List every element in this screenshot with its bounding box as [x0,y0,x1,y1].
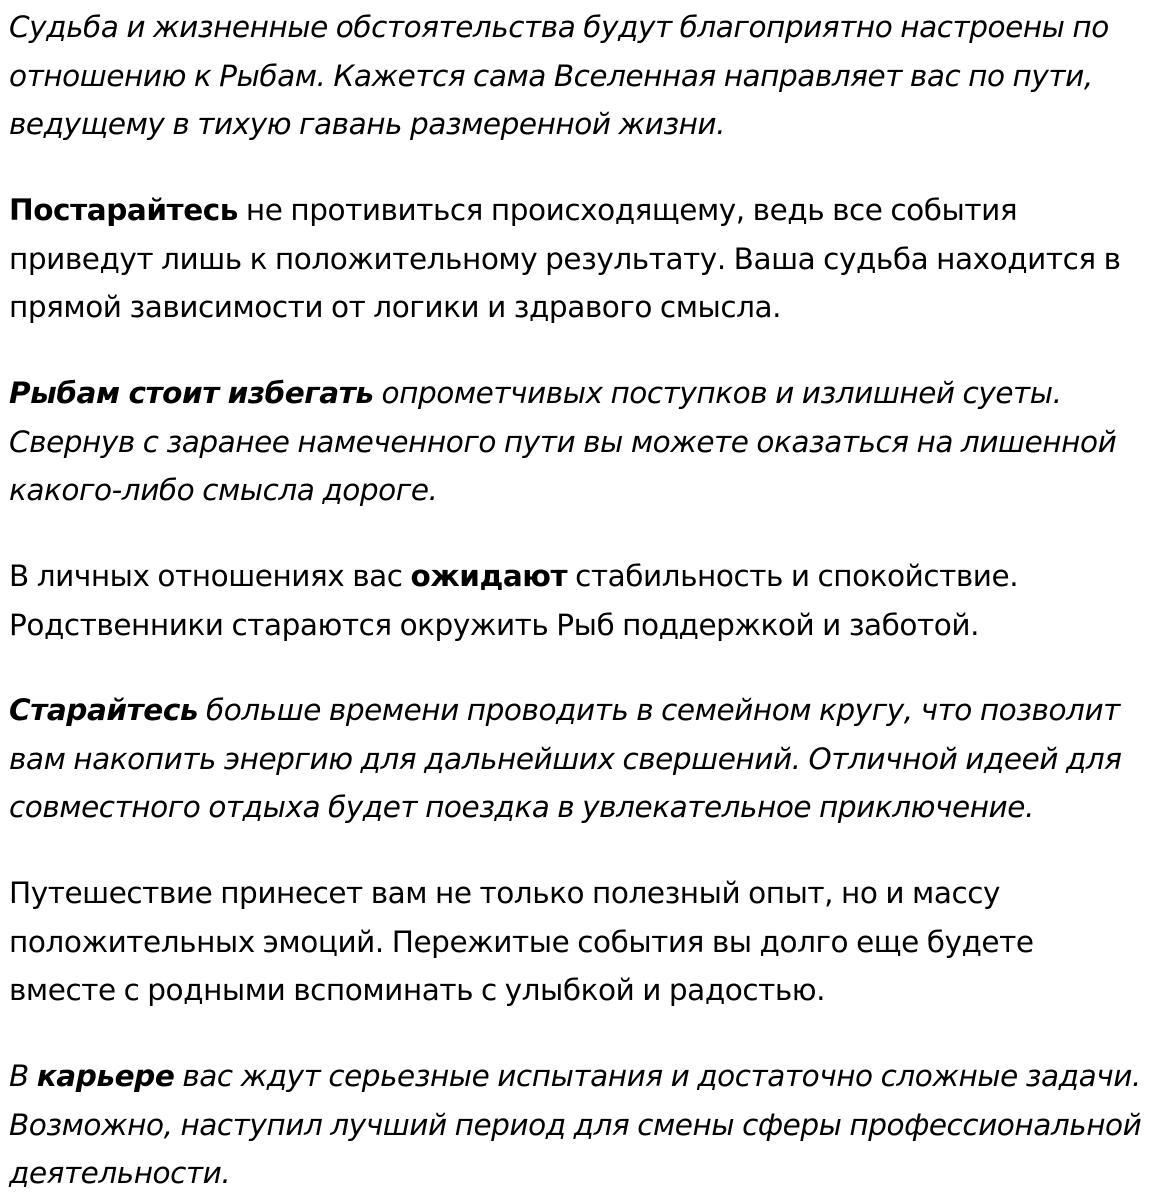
relationships-emphasis: ожидают [410,559,568,593]
relationships-text-end: стабильность и спокойствие. Родственники стараются окружить Рыб поддержкой и заботой. [9,559,1019,642]
paragraph-career [9,1052,1144,1198]
career-emphasis: карьере [36,1059,175,1093]
paragraph-relationships [9,552,1144,649]
warning-text: опрометчивых поступков и излишней суеты. Свернув с заранее намеченного пути вы можете оказаться на лишенной какого-либо смысла дороге. [9,376,1117,507]
career-text-end: вас ждут серьезные испытания и достаточно сложные задачи. Возможно, наступил лучший период для смены сферы профессиональной деятельности. [9,1059,1142,1190]
paragraph-travel [9,869,1144,1015]
paragraph-warning [9,369,1144,515]
paragraph-advice [9,186,1144,332]
family-emphasis: Старайтесь [9,693,199,727]
career-text-start: В [9,1059,37,1093]
paragraph-fate [9,3,1144,149]
fate-text: Судьба и жизненные обстоятельства будут благоприятно настроены по отношению к Рыбам. Кажется сама Вселенная направляет вас по пути, ведущему в тихую гавань размеренной жизни. [9,10,1109,141]
warning-emphasis: Рыбам стоит избегать [9,376,374,410]
advice-text: не противиться происходящему, ведь все события приведут лишь к положительному результату. Ваша судьба находится в прямой зависимости от логики и здравого смысла. [9,193,1121,324]
travel-text: Путешествие принесет вам не только полезный опыт, но и массу положительных эмоций. Пережитые события вы долго еще будете вместе с родными вспоминать с улыбкой и радостью. [9,876,1034,1007]
family-text: больше времени проводить в семейном кругу, что позволит вам накопить энергию для дальнейших свершений. Отличной идеей для совместного отдыха будет поездка в увлекательное приключение. [9,693,1122,824]
relationships-text-start: В личных отношениях вас [9,559,411,593]
paragraph-family [9,686,1144,832]
advice-emphasis: Постарайтесь [9,193,238,227]
